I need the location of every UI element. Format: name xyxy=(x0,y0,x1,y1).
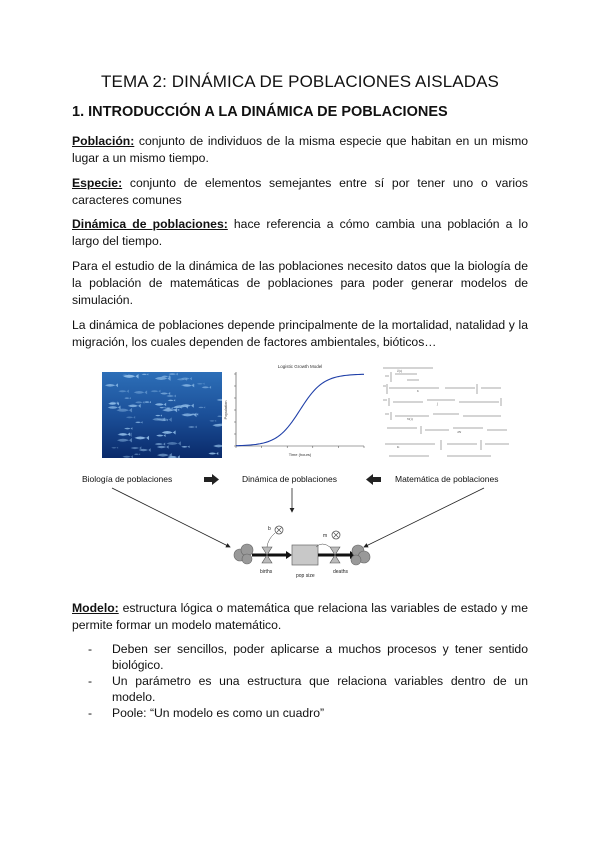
definition-text: conjunto de elementos semejantes entre sí por tener uno o varios caracteres comunes xyxy=(72,176,528,207)
source-cloud-icon xyxy=(234,544,253,564)
definition-text: hace referencia a cómo cambia una población a lo largo del tiempo. xyxy=(72,217,528,248)
sink-cloud-icon xyxy=(351,545,370,565)
graph-ylabel: Population xyxy=(223,400,228,420)
graph-xlabel: Time (hours) xyxy=(288,452,312,457)
definition-text: estructura lógica o matemática que relaciona las variables de estado y me permite formar un modelo matemático. xyxy=(72,601,528,632)
left-arrow-icon xyxy=(366,474,381,485)
list-item: - Un parámetro es una estructura que relaciona variables dentro de un modelo. xyxy=(88,674,528,704)
population-dynamics-figure xyxy=(72,360,528,590)
definition-text: conjunto de individuos de la misma especie que habitan en un mismo lugar a un mismo tiempo. xyxy=(72,134,528,165)
svg-text:Σ: Σ xyxy=(417,389,420,393)
svg-text:N(t): N(t) xyxy=(407,417,413,421)
definition-poblacion xyxy=(72,133,528,167)
label-dinamica: Dinámica de poblaciones xyxy=(242,474,337,484)
svg-text:∫: ∫ xyxy=(437,402,438,406)
definition-modelo xyxy=(72,600,528,634)
pop-size-label: pop size xyxy=(296,573,315,579)
right-arrow-icon xyxy=(204,474,219,485)
paragraph-factores: La dinámica de poblaciones depende principalmente de la mortalidad, natalidad y la migración, los cuales dependen de factores ambientales, bióticos… xyxy=(72,318,528,349)
stock-flow-diagram xyxy=(230,515,372,587)
deaths-label: deaths xyxy=(333,569,349,575)
definition-especie xyxy=(72,175,528,209)
population-stock xyxy=(292,545,318,565)
death-param: m xyxy=(323,533,328,539)
definition-term: Especie: xyxy=(72,176,123,190)
birth-param: b xyxy=(268,526,271,532)
graph-title: Logistic Growth Model xyxy=(277,364,323,369)
definition-dinamica xyxy=(72,216,528,250)
svg-text:dN: dN xyxy=(457,430,462,434)
definition-term: Población: xyxy=(72,134,135,148)
definition-term: Modelo: xyxy=(72,601,119,615)
label-biologia: Biología de poblaciones xyxy=(82,474,173,484)
svg-text:K: K xyxy=(397,445,400,449)
definition-term: Dinámica de poblaciones: xyxy=(72,217,228,231)
page-title: TEMA 2: DINÁMICA DE POBLACIONES AISLADAS xyxy=(101,72,499,91)
model-bullet-list xyxy=(72,641,528,721)
section-heading: 1. INTRODUCCIÓN A LA DINÁMICA DE POBLACIONES xyxy=(72,104,448,120)
list-item: - Deben ser sencillos, poder aplicarse a muchos procesos y tener sentido biológico. xyxy=(88,642,528,672)
births-label: births xyxy=(260,569,273,575)
paragraph-estudio: Para el estudio de la dinámica de las poblaciones necesito datos que la biología de la población de matemáticas de poblaciones para poder generar modelos de simulación. xyxy=(72,259,528,307)
label-matematica: Matemática de poblaciones xyxy=(395,474,499,484)
svg-text:∂(r): ∂(r) xyxy=(397,369,403,373)
list-item: - Poole: “Un modelo es como un cuadro” xyxy=(88,706,325,720)
